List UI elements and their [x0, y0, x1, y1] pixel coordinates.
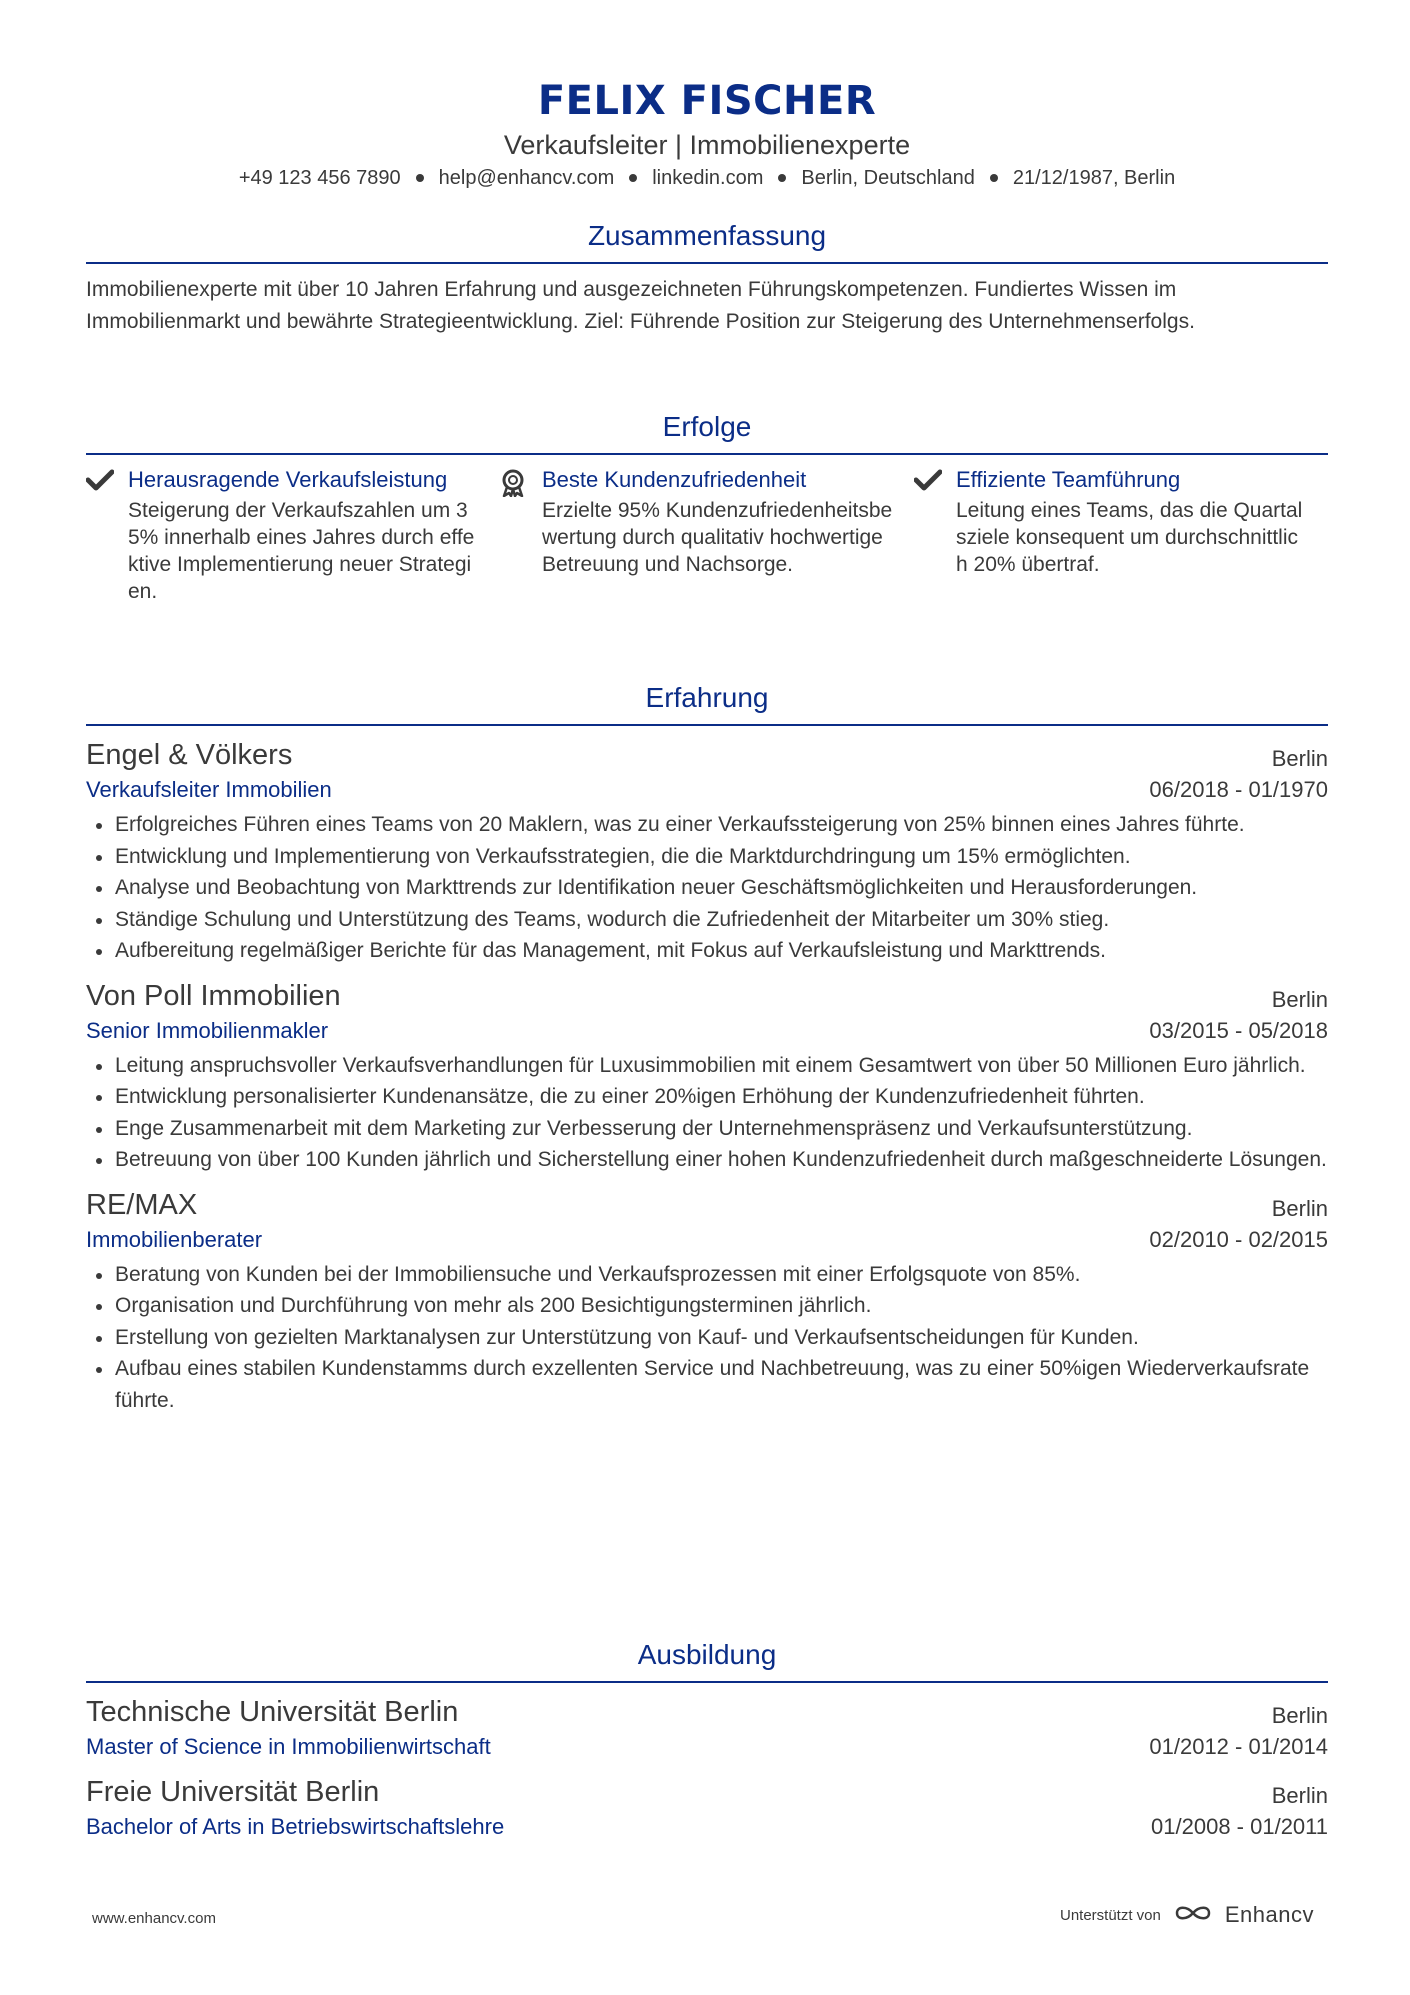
- bullet-item: Erstellung von gezielten Marktanalysen zur Unterstützung von Kauf- und Verkaufsentscheidungen für Kunden.: [86, 1322, 1328, 1354]
- achievement-description: Steigerung der Verkaufszahlen um 35% innerhalb eines Jahres durch effektive Implementierung neuer Strategien.: [128, 499, 475, 603]
- bullet-item: Entwicklung personalisierter Kundenansätze, die zu einer 20%igen Erhöhung der Kundenzufriedenheit führten.: [86, 1081, 1328, 1113]
- footer-website[interactable]: www.enhancv.com: [92, 1910, 216, 1927]
- degree: Bachelor of Arts in Betriebswirtschaftslehre: [86, 1814, 505, 1839]
- candidate-name: FELIX FISCHER: [537, 78, 877, 124]
- company-name: Engel & Völkers: [86, 739, 293, 771]
- job-bullets: [86, 1050, 1328, 1176]
- job-title: Immobilienberater: [86, 1226, 263, 1252]
- contact-birth: 21/12/1987, Berlin: [1012, 167, 1176, 189]
- bullet-item: Ständige Schulung und Unterstützung des Teams, wodurch die Zufriedenheit der Mitarbeiter um 30% stieg.: [86, 904, 1328, 936]
- job-location: Berlin: [1271, 986, 1328, 1012]
- footer-branding: [1060, 1902, 1314, 1928]
- contact-line: [86, 164, 1328, 192]
- check-icon: [86, 465, 128, 605]
- job-bullets: [86, 1259, 1328, 1417]
- contact-location: Berlin, Deutschland: [801, 167, 975, 189]
- job-title: Senior Immobilienmakler: [86, 1017, 329, 1043]
- education-entry: [86, 1693, 1328, 1763]
- bullet-item: Entwicklung und Implementierung von Verkaufsstrategien, die die Marktdurchdringung um 15% ermöglichten.: [86, 841, 1328, 873]
- bullet-item: Beratung von Kunden bei der Immobiliensuche und Verkaufsprozessen mit einer Erfolgsquote von 85%.: [86, 1259, 1328, 1291]
- achievement-description: Erzielte 95% Kundenzufriedenheitsbewertung durch qualitativ hochwertige Betreuung und Nachsorge.: [542, 499, 893, 576]
- achievement-description: Leitung eines Teams, das die Quartalsziele konsequent um durchschnittlich 20% übertraf.: [956, 499, 1303, 576]
- award-icon: [500, 465, 542, 605]
- contact-phone: +49 123 456 7890: [238, 167, 401, 189]
- job-title: Verkaufsleiter Immobilien: [86, 777, 332, 802]
- contact-linkedin[interactable]: linkedin.com: [652, 167, 764, 189]
- section-title-achievements: Erfolge: [86, 409, 1328, 455]
- company-name: RE/MAX: [86, 1188, 198, 1221]
- job-dates: 03/2015 - 05/2018: [1149, 1017, 1328, 1043]
- contact-email[interactable]: help@enhancv.com: [438, 167, 615, 189]
- section-title-education: Ausbildung: [86, 1637, 1328, 1683]
- bullet-item: Aufbau eines stabilen Kundenstamms durch exzellenten Service und Nachbetreuung, was zu einer 50%igen Wiederverkaufsrate führte.: [86, 1353, 1328, 1416]
- job-location: Berlin: [1271, 746, 1328, 771]
- achievement-title: Beste Kundenzufriedenheit: [542, 467, 807, 492]
- summary-text: Immobilienexperte mit über 10 Jahren Erfahrung und ausgezeichneten Führungskompetenzen. Fundiertes Wissen im Immobilienmarkt und bewährte Strategieentwicklung. Ziel: Führende Position zur Steigerung des Unternehmenserfolgs.: [86, 278, 1195, 333]
- job-bullets: [86, 809, 1328, 967]
- bullet-item: Betreuung von über 100 Kunden jährlich und Sicherstellung einer hohen Kundenzufriedenheit durch maßgeschneiderte Lösungen.: [86, 1144, 1328, 1176]
- school-name: Freie Universität Berlin: [86, 1776, 380, 1808]
- section-title-summary: Zusammenfassung: [86, 218, 1328, 264]
- check-icon: [914, 465, 956, 605]
- school-name: Technische Universität Berlin: [86, 1696, 459, 1728]
- achievement-item: [500, 465, 914, 605]
- achievements-list: [86, 465, 1328, 605]
- bullet-item: Aufbereitung regelmäßiger Berichte für das Management, mit Fokus auf Verkaufsleistung und Markttrends.: [86, 935, 1328, 967]
- separator-dot: [629, 174, 637, 182]
- enhancv-logo-icon: [1173, 1902, 1217, 1928]
- experience-entry: [86, 736, 1328, 967]
- summary-section: [86, 218, 1328, 338]
- experience-entry: [86, 977, 1328, 1176]
- education-dates: 01/2012 - 01/2014: [1149, 1734, 1328, 1759]
- experience-section: [86, 680, 1328, 1416]
- achievement-item: [86, 465, 500, 605]
- separator-dot: [990, 174, 998, 182]
- resume-page: [86, 0, 1328, 1995]
- bullet-item: Leitung anspruchsvoller Verkaufsverhandlungen für Luxusimmobilien mit einem Gesamtwert von über 50 Millionen Euro jährlich.: [86, 1050, 1328, 1082]
- achievement-item: [914, 465, 1328, 605]
- company-name: Von Poll Immobilien: [86, 979, 341, 1012]
- job-dates: 06/2018 - 01/1970: [1149, 777, 1328, 802]
- achievements-section: [86, 409, 1328, 605]
- bullet-item: Enge Zusammenarbeit mit dem Marketing zur Verbesserung der Unternehmenspräsenz und Verkaufsunterstützung.: [86, 1113, 1328, 1145]
- achievement-title: Effiziente Teamführung: [956, 467, 1181, 492]
- section-title-experience: Erfahrung: [86, 680, 1328, 726]
- degree: Master of Science in Immobilienwirtschaft: [86, 1734, 491, 1759]
- bullet-item: Organisation und Durchführung von mehr als 200 Besichtigungsterminen jährlich.: [86, 1290, 1328, 1322]
- education-entry: [86, 1773, 1328, 1843]
- candidate-headline: Verkaufsleiter | Immobilienexperte: [503, 130, 911, 160]
- job-location: Berlin: [1271, 1195, 1328, 1221]
- achievement-title: Herausragende Verkaufsleistung: [128, 467, 448, 492]
- education-dates: 01/2008 - 01/2011: [1151, 1814, 1328, 1839]
- brand-name: Enhancv: [1224, 1902, 1314, 1927]
- job-dates: 02/2010 - 02/2015: [1149, 1226, 1328, 1252]
- experience-entry: [86, 1186, 1328, 1417]
- education-section: [86, 1637, 1328, 1843]
- bullet-item: Analyse und Beobachtung von Markttrends zur Identifikation neuer Geschäftsmöglichkeiten und Herausforderungen.: [86, 872, 1328, 904]
- school-location: Berlin: [1271, 1783, 1328, 1808]
- separator-dot: [416, 174, 424, 182]
- resume-header: [86, 76, 1328, 192]
- bullet-item: Erfolgreiches Führen eines Teams von 20 Maklern, was zu einer Verkaufssteigerung von 25% binnen eines Jahres führte.: [86, 809, 1328, 841]
- separator-dot: [778, 174, 786, 182]
- school-location: Berlin: [1271, 1703, 1328, 1728]
- powered-by-label: Unterstützt von: [1059, 1906, 1161, 1924]
